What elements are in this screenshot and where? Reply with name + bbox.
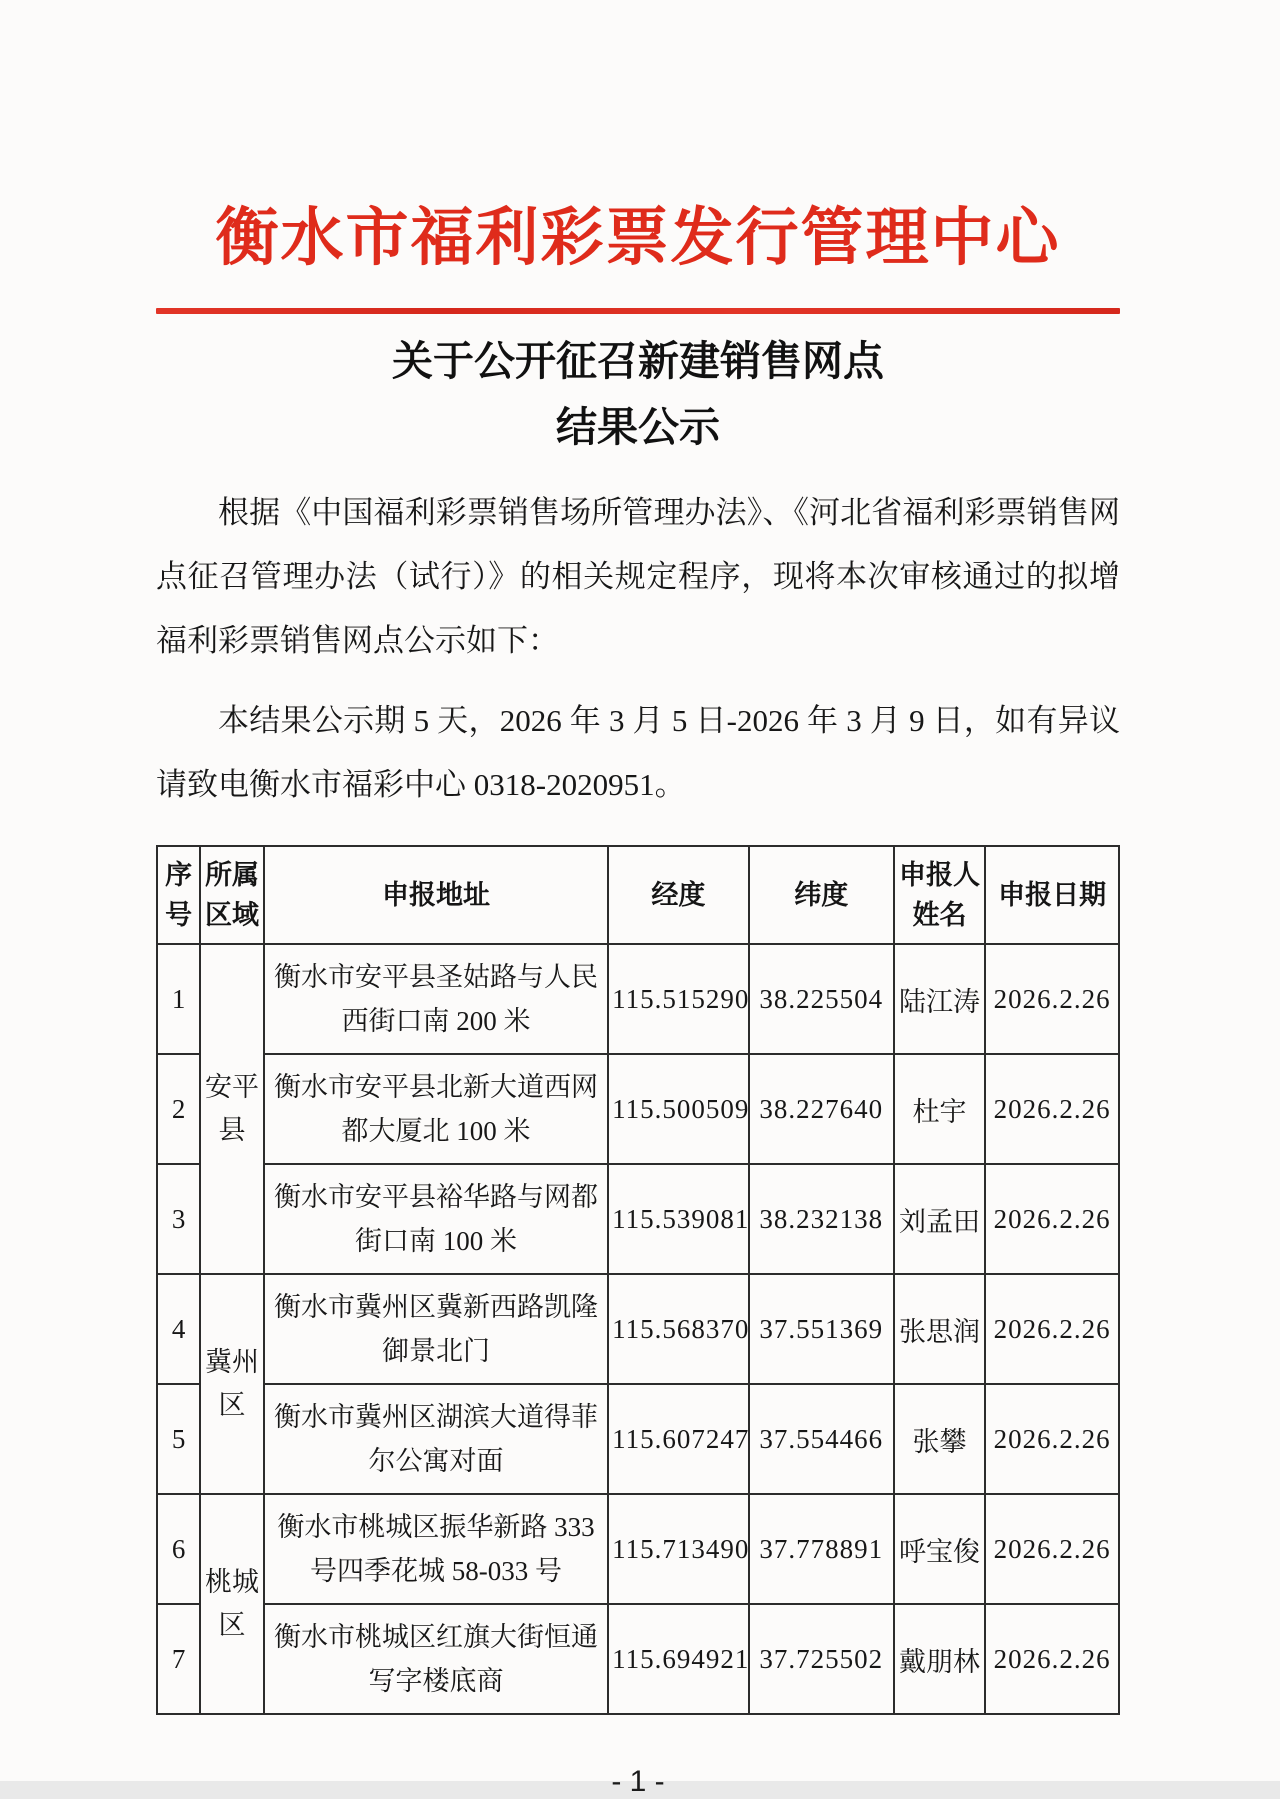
cell-serial: 7 xyxy=(157,1604,200,1714)
cell-longitude: 115.515290 xyxy=(608,944,748,1054)
cell-date: 2026.2.26 xyxy=(985,1164,1119,1274)
cell-serial: 2 xyxy=(157,1054,200,1164)
cell-date: 2026.2.26 xyxy=(985,944,1119,1054)
cell-region-taochengqu: 桃城区 xyxy=(200,1494,263,1714)
letterhead-title: 衡水市福利彩票发行管理中心 xyxy=(215,203,1061,273)
header-serial-number: 序号 xyxy=(157,846,200,944)
header-latitude: 纬度 xyxy=(749,846,894,944)
cell-latitude: 38.227640 xyxy=(749,1054,894,1164)
cell-applicant: 张攀 xyxy=(894,1384,985,1494)
header-application-date: 申报日期 xyxy=(985,846,1119,944)
cell-longitude: 115.694921 xyxy=(608,1604,748,1714)
cell-date: 2026.2.26 xyxy=(985,1274,1119,1384)
table-row xyxy=(157,1274,1119,1384)
cell-applicant: 呼宝俊 xyxy=(894,1494,985,1604)
cell-address: 衡水市安平县北新大道西网都大厦北 100 米 xyxy=(264,1054,608,1164)
cell-longitude: 115.539081 xyxy=(608,1164,748,1274)
cell-longitude: 115.713490 xyxy=(608,1494,748,1604)
cell-longitude: 115.568370 xyxy=(608,1274,748,1384)
cell-serial: 4 xyxy=(157,1274,200,1384)
table-row xyxy=(157,1384,1119,1494)
cell-date: 2026.2.26 xyxy=(985,1054,1119,1164)
notice-paragraph-period: 本结果公示期 5 天，2026 年 3 月 5 日-2026 年 3 月 9 日，如有异议请致电衡水市福彩中心 0318-2020951。 xyxy=(156,703,1120,803)
cell-serial: 6 xyxy=(157,1494,200,1604)
cell-longitude: 115.607247 xyxy=(608,1384,748,1494)
cell-address: 衡水市冀州区湖滨大道得菲尔公寓对面 xyxy=(264,1384,608,1494)
outlets-table xyxy=(156,845,1120,1715)
cell-applicant: 张思润 xyxy=(894,1274,985,1384)
header-region: 所属区域 xyxy=(200,846,263,944)
cell-latitude: 37.551369 xyxy=(749,1274,894,1384)
cell-address: 衡水市安平县圣姑路与人民西街口南 200 米 xyxy=(264,944,608,1054)
cell-applicant: 戴朋林 xyxy=(894,1604,985,1714)
cell-serial: 5 xyxy=(157,1384,200,1494)
table-row xyxy=(157,1494,1119,1604)
cell-applicant: 刘孟田 xyxy=(894,1164,985,1274)
cell-applicant: 杜宇 xyxy=(894,1054,985,1164)
cell-region-anpingxian: 安平县 xyxy=(200,944,263,1274)
cell-latitude: 37.725502 xyxy=(749,1604,894,1714)
table-row xyxy=(157,1054,1119,1164)
table-row xyxy=(157,1164,1119,1274)
table-row xyxy=(157,1604,1119,1714)
cell-date: 2026.2.26 xyxy=(985,1384,1119,1494)
letterhead xyxy=(156,0,1120,314)
cell-latitude: 37.554466 xyxy=(749,1384,894,1494)
cell-latitude: 37.778891 xyxy=(749,1494,894,1604)
table-row xyxy=(157,944,1119,1054)
page-number: - 1 - xyxy=(611,1765,665,1799)
cell-latitude: 38.232138 xyxy=(749,1164,894,1274)
cell-date: 2026.2.26 xyxy=(985,1604,1119,1714)
cell-address: 衡水市安平县裕华路与网都街口南 100 米 xyxy=(264,1164,608,1274)
notice-title-line1: 关于公开征召新建销售网点 xyxy=(392,338,884,385)
cell-address: 衡水市桃城区红旗大街恒通写字楼底商 xyxy=(264,1604,608,1714)
cell-longitude: 115.500509 xyxy=(608,1054,748,1164)
header-address: 申报地址 xyxy=(264,846,608,944)
cell-applicant: 陆江涛 xyxy=(894,944,985,1054)
cell-region-jizhouqu: 冀州区 xyxy=(200,1274,263,1494)
cell-serial: 1 xyxy=(157,944,200,1054)
notice-paragraph-basis: 根据《中国福利彩票销售场所管理办法》、《河北省福利彩票销售网点征召管理办法（试行）》的相关规定程序，现将本次审核通过的拟增福利彩票销售网点公示如下： xyxy=(156,495,1120,659)
cell-date: 2026.2.26 xyxy=(985,1494,1119,1604)
cell-latitude: 38.225504 xyxy=(749,944,894,1054)
notice-title-line2: 结果公示 xyxy=(556,403,720,450)
header-longitude: 经度 xyxy=(608,846,748,944)
cell-serial: 3 xyxy=(157,1164,200,1274)
cell-address: 衡水市冀州区冀新西路凯隆御景北门 xyxy=(264,1274,608,1384)
table-header-row xyxy=(157,846,1119,944)
header-applicant-name: 申报人姓名 xyxy=(894,846,985,944)
cell-address: 衡水市桃城区振华新路 333 号四季花城 58-033 号 xyxy=(264,1494,608,1604)
letterhead-divider-rule xyxy=(156,308,1120,314)
